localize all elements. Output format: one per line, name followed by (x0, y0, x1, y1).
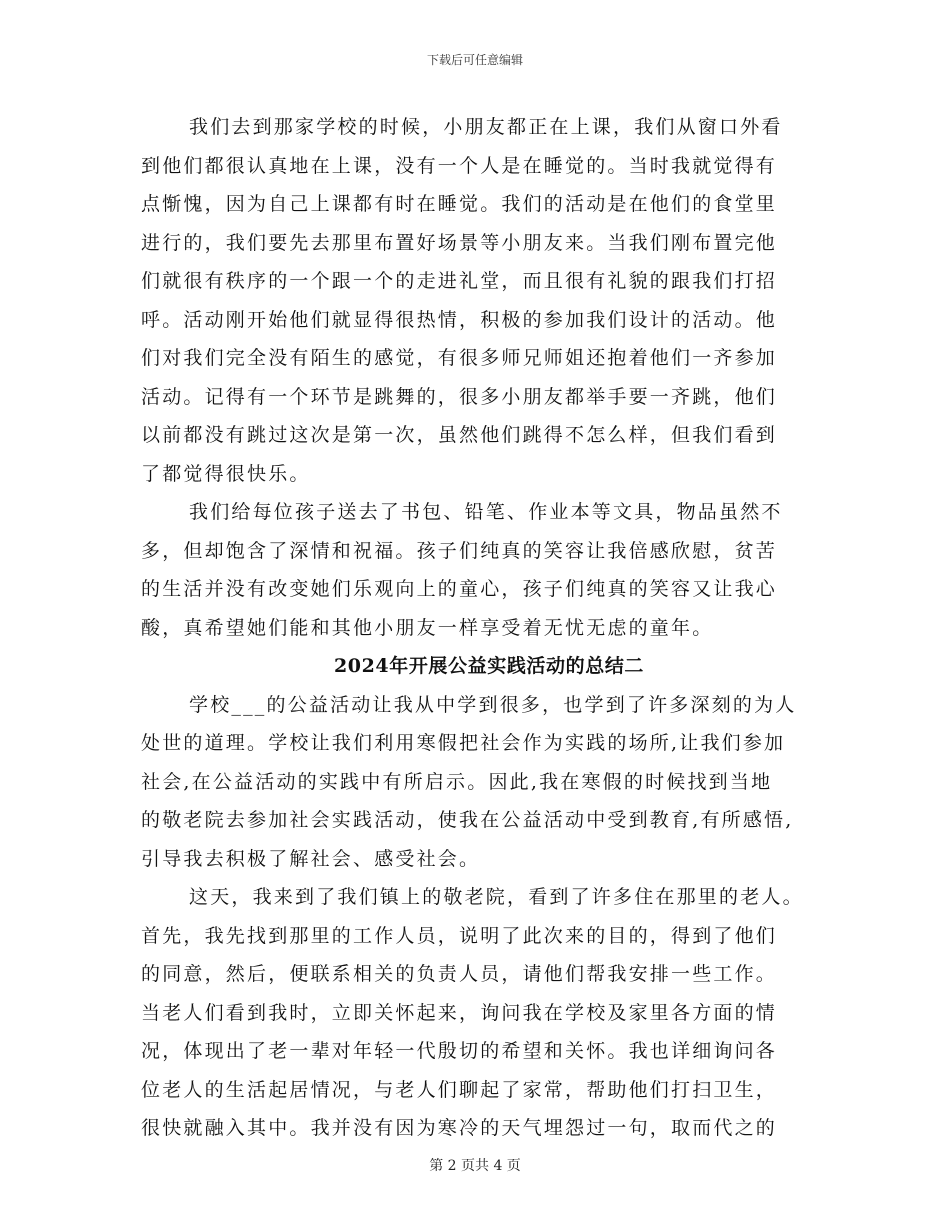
section-title: 2024年开展公益实践活动的总结二 (333, 655, 645, 677)
paragraph-1-line: 到他们都很认真地在上课，没有一个人是在睡觉的。当时我就觉得有 (141, 154, 778, 177)
paragraph-1-line: 进行的，我们要先去那里布置好场景等小朋友来。当我们刚布置完他 (141, 231, 778, 254)
paragraph-2-line: 我们给每位孩子送去了书包、铅笔、作业本等文具，物品虽然不 (189, 501, 783, 523)
paragraph-1-line: 呼。活动刚开始他们就显得很热情，积极的参加我们设计的活动。他 (141, 308, 778, 331)
paragraph-1-line: 了都觉得很快乐。 (141, 462, 311, 485)
paragraph-1-line: 以前都没有跳过这次是第一次，虽然他们跳得不怎么样，但我们看到 (141, 424, 778, 446)
paragraph-2-line: 酸，真希望她们能和其他小朋友一样享受着无忧无虑的童年。 (141, 616, 714, 639)
paragraph-3-line: 处世的道理。学校让我们利用寒假把社会作为实践的场所,让我们参加 (141, 732, 786, 754)
paragraph-1-line: 们对我们完全没有陌生的感觉，有很多师兄师姐还抱着他们一齐参加 (141, 347, 778, 369)
paragraph-1-line: 们就很有秩序的一个跟一个的走进礼堂，而且很有礼貌的跟我们打招 (141, 270, 778, 292)
paragraph-3-line: 引导我去积极了解社会、感受社会。 (141, 847, 481, 870)
paragraph-4-line: 这天，我来到了我们镇上的敬老院，看到了许多住在那里的老人。 (189, 886, 804, 908)
paragraph-3-line: 学校___的公益活动让我从中学到很多，也学到了许多深刻的为人 (189, 693, 797, 716)
paragraph-3-line: 的敬老院去参加社会实践活动，使我在公益活动中受到教育,有所感悟, (141, 809, 794, 831)
document-body (141, 108, 813, 1148)
paragraph-1-line: 点惭愧，因为自己上课都有时在睡觉。我们的活动是在他们的食堂里 (141, 193, 778, 215)
page-footer: 第 2 页共 4 页 (429, 1158, 521, 1174)
paragraph-4-line: 的同意，然后，便联系相关的负责人员，请他们帮我安排一些工作。 (141, 963, 778, 985)
paragraph-4-line: 当老人们看到我时，立即关怀起来，询问我在学校及家里各方面的情 (141, 1001, 778, 1024)
paragraph-3-line: 社会,在公益活动的实践中有所启示。因此,我在寒假的时候找到当地 (141, 770, 773, 793)
paragraph-1-line: 活动。记得有一个环节是跳舞的，很多小朋友都举手要一齐跳，他们 (141, 385, 778, 408)
paragraph-2-line: 的生活并没有改变她们乐观向上的童心，孩子们纯真的笑容又让我心 (141, 578, 778, 600)
paragraph-4-line: 很快就融入其中。我并没有因为寒冷的天气埋怨过一句，取而代之的 (141, 1117, 778, 1139)
paragraph-1-line: 我们去到那家学校的时候，小朋友都正在上课，我们从窗口外看 (189, 116, 783, 138)
paragraph-4-line: 况，体现出了老一辈对年轻一代殷切的希望和关怀。我也详细询问各 (141, 1040, 778, 1062)
paragraph-4-line: 首先，我先找到那里的工作人员，说明了此次来的目的，得到了他们 (141, 924, 778, 947)
page-header: 下载后可任意编辑 (426, 53, 523, 67)
paragraph-2-line: 多，但却饱含了深情和祝福。孩子们纯真的笑容让我倍感欣慰，贫苦 (141, 539, 778, 562)
paragraph-4-line: 位老人的生活起居情况，与老人们聊起了家常，帮助他们打扫卫生， (141, 1078, 778, 1101)
